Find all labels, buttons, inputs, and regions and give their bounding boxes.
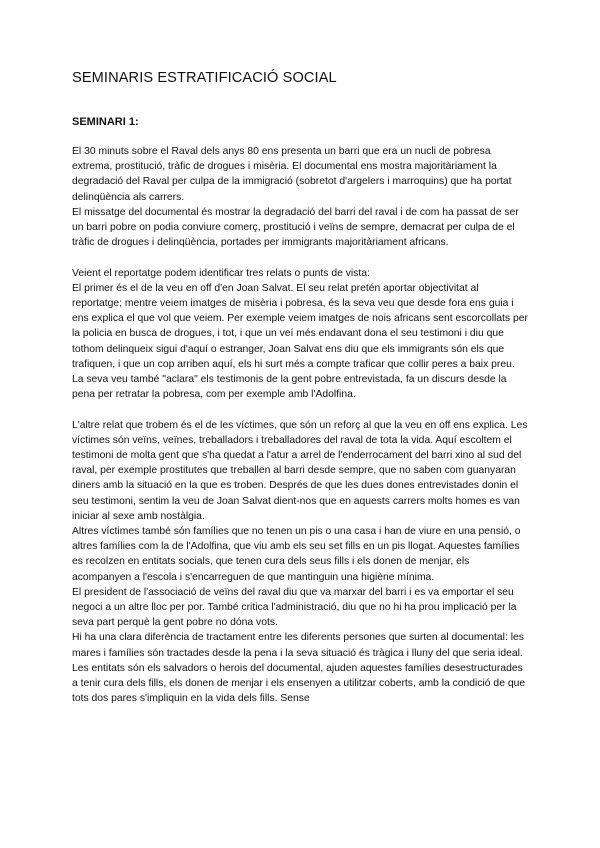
- paragraph-message: El missatge del documental és mostrar la degradació del barri del raval i de com ha passat de ser un barri pobre on podia conviure comerç, prostitució i veïns de sempre, demacrat per culpa de el tràfic de drogues i delinqüència, portades per immigrants majoritàriament africans.: [72, 206, 519, 249]
- paragraph-treatment-difference: Hi ha una clara diferència de tractament entre les diferents persones que surten al documental: les mares i famílies són tractades desde la pena i la seva situació és tràgica i lluny del que seria ideal.: [72, 632, 524, 659]
- paragraph-entities: Les entitats són els salvadors o herois del documental, ajuden aquestes famílies desestructurades a tenir cura dels fills, els donen de menjar i els ensenyen a utilitzar coberts, amb la condició de que tots dos pares s'impliquin en la vida dels fills. Sense: [72, 662, 526, 705]
- document-page: [72, 70, 528, 706]
- section-heading: SEMINARI 1:: [72, 116, 139, 128]
- paragraph-gap: [72, 402, 528, 417]
- paragraph-gap: [72, 250, 528, 265]
- paragraph-intro: El 30 minuts sobre el Raval dels anys 80 ens presenta un barri que era un nucli de pobresa extrema, prostitució, tràfic de drogues i misèria. El documental ens mostra majoritàriament la degradació del Raval per culpa de la immigració (sobretot d'argelers i marroquins) que ha portat delinqüència als carrers.: [72, 146, 512, 203]
- document-title: SEMINARIS ESTRATIFICACIÓ SOCIAL: [72, 70, 337, 86]
- paragraph-association-president: El president de l'associació de veïns del raval diu que va marxar del barri i es va emportar el seu negoci a un altre lloc per por. També critica l'administració, diu que no hi ha prou implicació per la seva part perquè la gent pobre no dóna vots.: [72, 586, 517, 629]
- paragraph-victims: L'altre relat que trobem és el de les víctimes, que són un reforç al que la veu en off ens explica. Les víctimes són veïns, veïnes, treballadors i treballadores del raval de tota la vida. Aquí escoltem el testimoni de molta gent que s'ha quedat a l'atur a arrel de l'enderrocament del barri xino al sud del raval, per exemple prostitutes que treballen al barri desde sempre, que no saben com guanyaran diners amb la situació en la que es troben. Després de que les dues dones entrevistades donin el seu testimoni, sentim la veu de Joan Salvat dient-nos que en aquests carrers molts homes es van iniciar al sexe amb nostàlgia.: [72, 419, 528, 522]
- paragraph-three-stories: Veient el reportatge podem identificar tres relats o punts de vista:: [72, 267, 370, 279]
- paragraph-voice-off: El primer és el de la veu en off d'en Joan Salvat. El seu relat pretén aportar objectivitat al reportatge; mentre veiem imatges de misèria i pobresa, és la seva veu que desde fora ens guia i ens explica el que vol que veiem. Per exemple veiem imatges de nois africans sent escorcollats per la policia en busca de drogues, i tot, i que un veí més endavant dona el seu testimoni i diu que tothom delinqueix sigui d'aquí o estranger, Joan Salvat ens diu que els immigrants són els que trafiquen, i que un cop arriben aquí, els hi surt més a compte traficar que collir peres a baix preu.: [72, 282, 528, 370]
- paragraph-voice-clarifies: La seva veu també "aclara" els testimonis de la gent pobre entrevistada, fa un discurs desde la pena per retratar la pobresa, com per exemple amb l'Adolfina.: [72, 374, 507, 401]
- paragraph-families: Altres víctimes també són famílies que no tenen un pis o una casa i han de viure en una pensió, o altres famílies com la de l'Adolfina, que viu amb els seu set fills en un pis llogat. Aquestes famílies es recolzen en entitats socials, que tenen cura dels seus fills i els donen de menjar, els acompanyen a l'escola i s'encarreguen de que mantinguin una higiène mínima.: [72, 526, 521, 583]
